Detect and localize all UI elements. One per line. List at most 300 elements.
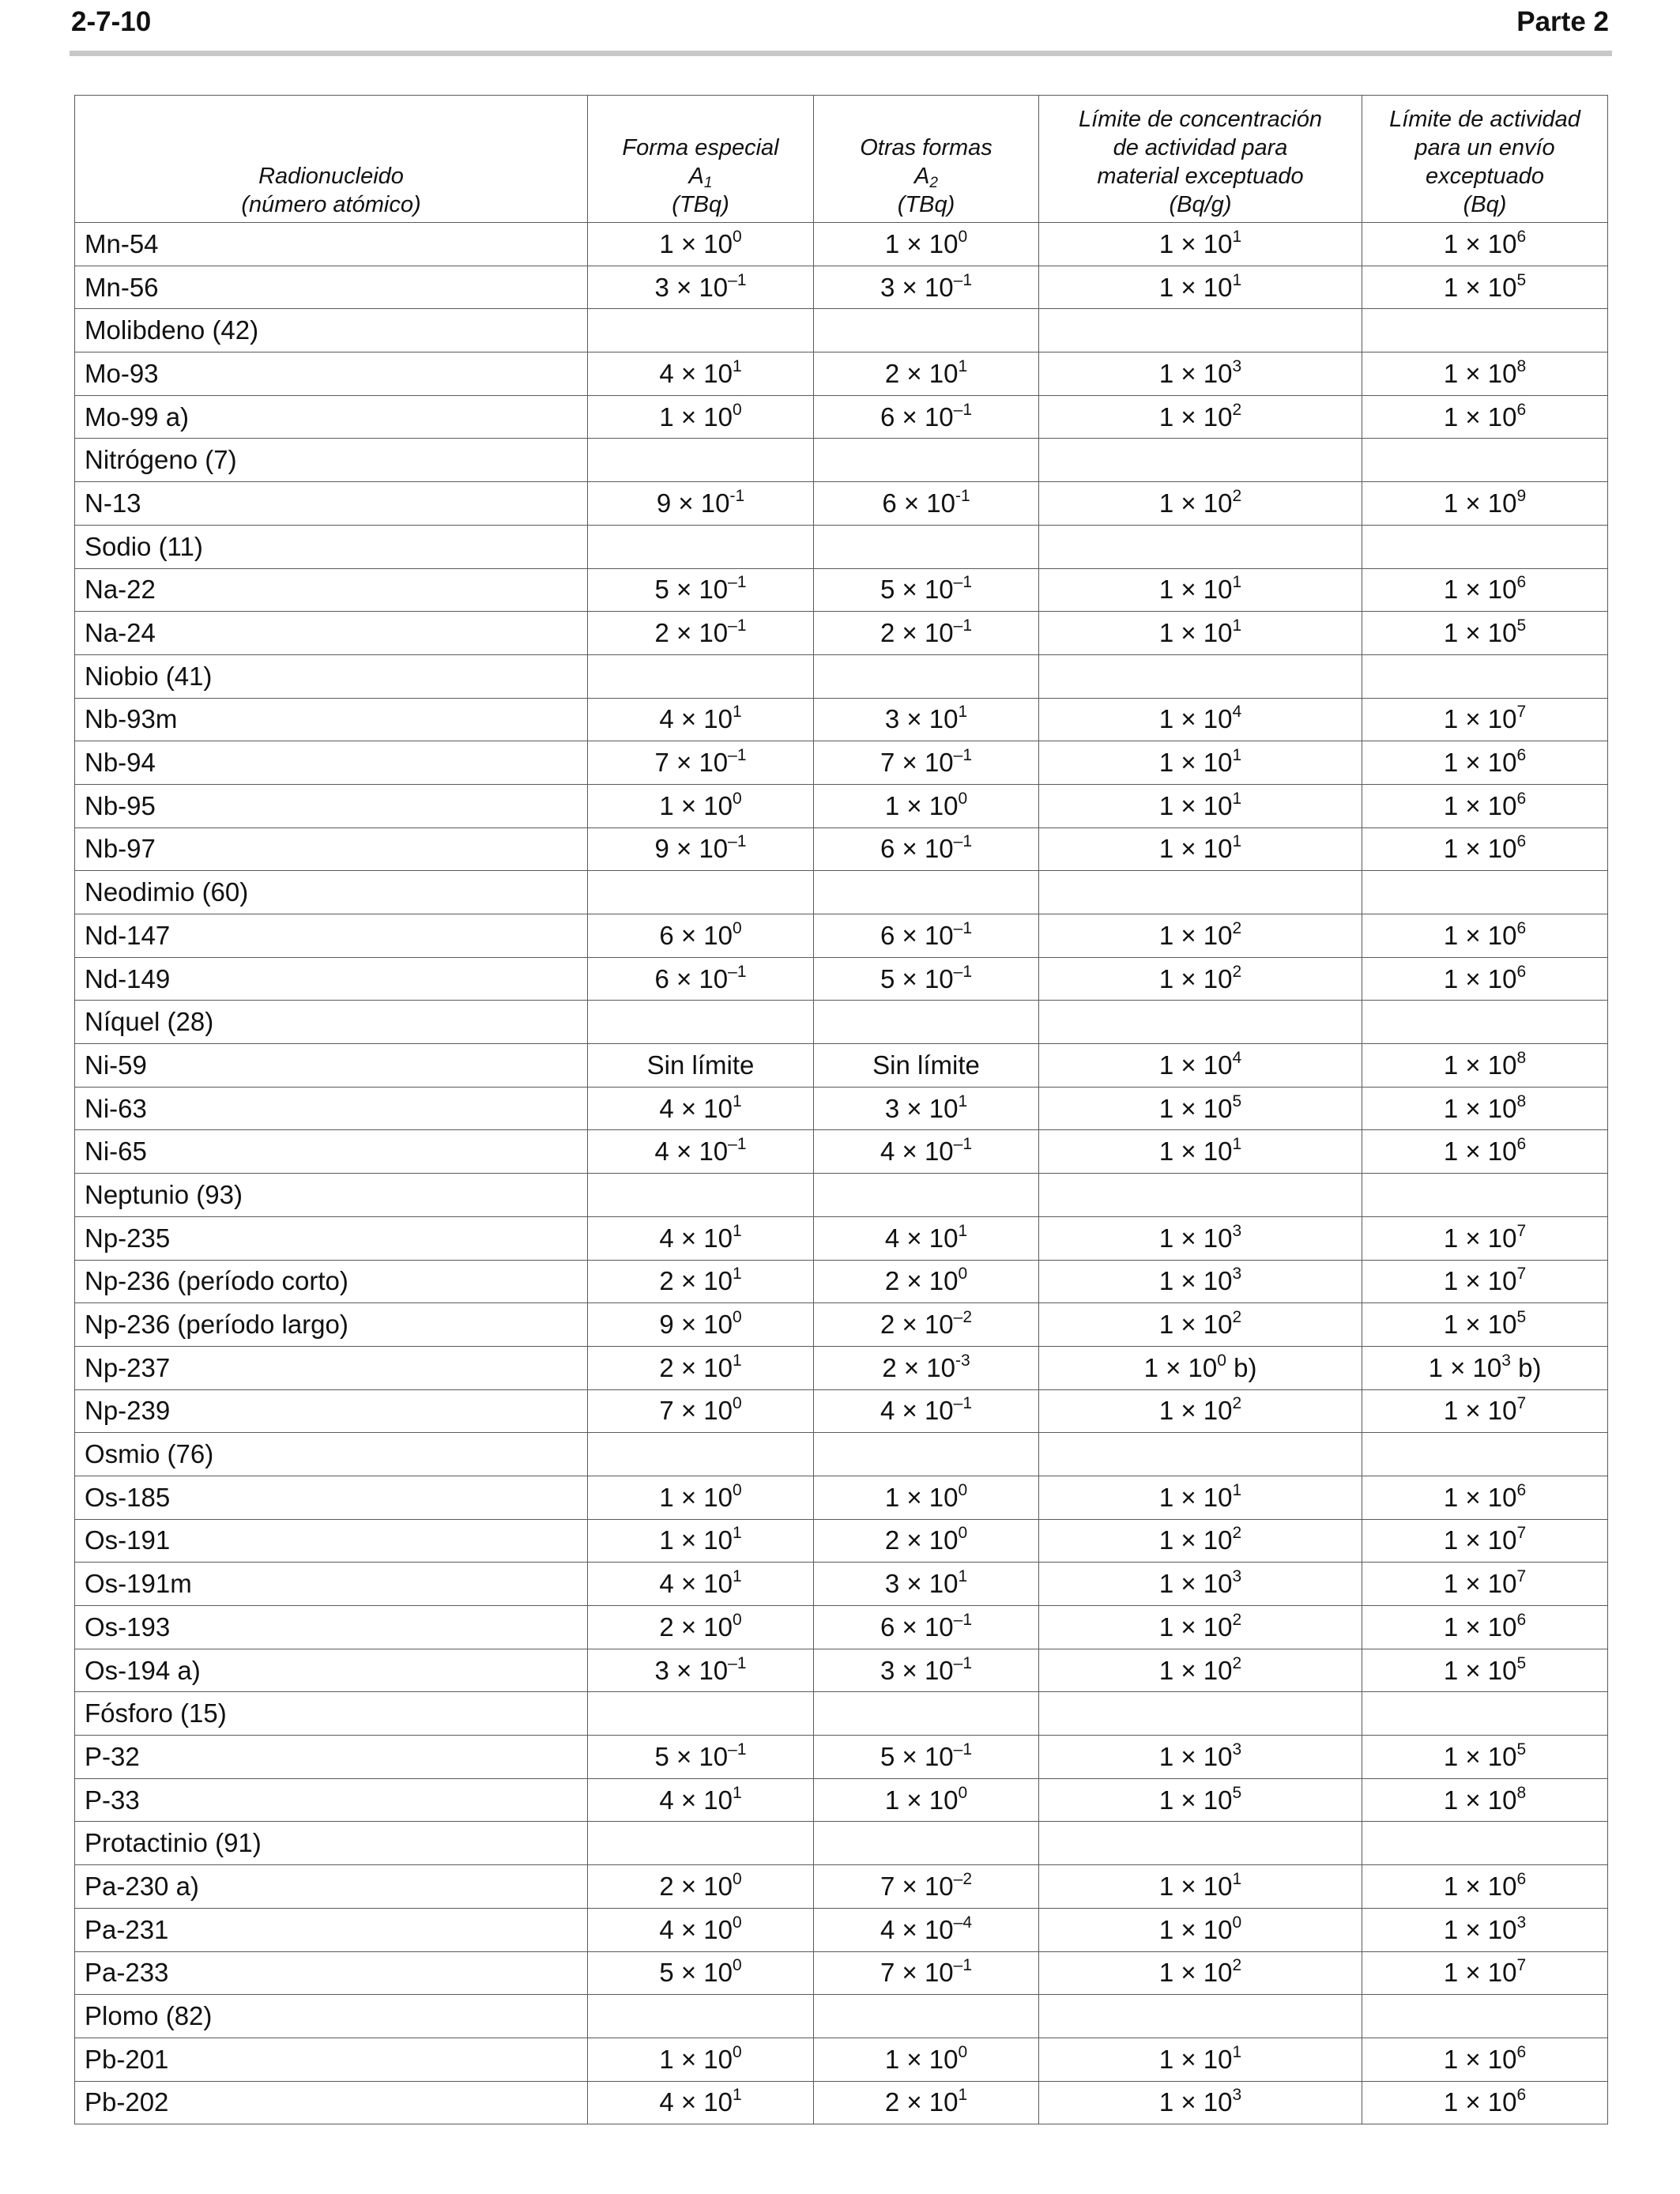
radionuclide-cell: Nb-94 [75, 741, 588, 785]
value-exponent: 8 [1516, 1091, 1527, 1110]
header-text: (número atómico) [241, 192, 421, 217]
value-base: 1 × 10 [1158, 1482, 1233, 1512]
value-exponent: 6 [1516, 918, 1527, 937]
value-exponent: –1 [728, 573, 747, 592]
value-cell [588, 1822, 814, 1865]
value-cell [588, 1995, 814, 2038]
value-base: 2 × 10 [882, 1352, 955, 1382]
value-cell [1362, 395, 1608, 439]
value-exponent: 1 [1232, 616, 1242, 635]
value-cell [814, 1649, 1039, 1692]
header-text: Radionucleido [258, 164, 404, 189]
header-text: exceptuado [1426, 164, 1544, 189]
value-base: 1 × 10 [1158, 1266, 1233, 1296]
value-base: 6 × 10 [882, 488, 955, 518]
value-exponent: 1 [732, 1265, 742, 1284]
value-base: 1 × 10 [1158, 1223, 1233, 1253]
value-cell [1362, 352, 1608, 396]
value-exponent: 6 [1516, 2086, 1527, 2105]
column-header-line [588, 134, 813, 162]
value-base: 2 × 10 [884, 358, 959, 388]
value-cell [588, 2038, 814, 2081]
value-base: 2 × 10 [884, 1525, 959, 1555]
table-row [75, 1130, 1608, 1174]
value-cell [1362, 1389, 1608, 1433]
value-base: 6 × 10 [880, 920, 954, 950]
value-exponent: 6 [1516, 789, 1527, 808]
radionuclide-cell: Niobio (41) [75, 654, 588, 698]
value-base: 1 × 10 [1158, 1655, 1233, 1685]
value-base: 1 × 10 [1158, 618, 1233, 648]
value-cell [814, 1692, 1039, 1736]
header-text: de actividad para [1113, 135, 1288, 160]
value-base: 6 × 10 [654, 963, 729, 993]
value-base: 1 × 10 [1158, 1871, 1233, 1901]
value-base: 2 × 10 [659, 1352, 733, 1382]
value-exponent: 6 [1516, 1480, 1527, 1499]
table-row [75, 654, 1608, 698]
value-cell [588, 1908, 814, 1951]
value-exponent: 0 [958, 1524, 968, 1543]
value-exponent: –2 [953, 1869, 973, 1888]
value-base: 1 × 10 [1158, 1569, 1233, 1599]
value-exponent: 2 [1232, 400, 1242, 419]
value-base: 3 × 10 [884, 1569, 959, 1599]
radionuclide-cell: Os-191 [75, 1519, 588, 1563]
value-cell [588, 223, 814, 266]
value-base: 1 × 10 [1443, 834, 1517, 864]
value-cell [1039, 352, 1362, 396]
value-exponent: 1 [732, 1221, 742, 1240]
value-base: 1 × 10 [1158, 1050, 1233, 1080]
value-base: 1 × 10 [1428, 1352, 1502, 1382]
header-text: (Bq/g) [1169, 192, 1232, 217]
table-row [75, 957, 1608, 1001]
value-exponent: 6 [1516, 2042, 1527, 2061]
value-base: 1 × 10 [884, 1482, 959, 1512]
value-cell [1039, 1303, 1362, 1347]
table-row [75, 352, 1608, 396]
value-cell [1039, 1476, 1362, 1519]
value-exponent: 1 [732, 1091, 742, 1110]
value-cell [1362, 957, 1608, 1001]
value-cell [1362, 1433, 1608, 1476]
value-cell [1362, 1044, 1608, 1088]
value-cell [588, 568, 814, 612]
value-cell [1362, 1476, 1608, 1519]
value-cell [1039, 654, 1362, 698]
value-cell [1039, 1216, 1362, 1260]
value-cell [1362, 1649, 1608, 1692]
radionuclide-cell: Np-237 [75, 1346, 588, 1389]
value-base: 4 × 10 [659, 358, 733, 388]
value-exponent: –1 [728, 1653, 747, 1672]
value-cell [1362, 2081, 1608, 2124]
value-exponent: 1 [1232, 1135, 1242, 1154]
value-exponent: 2 [1232, 1394, 1242, 1413]
radionuclide-cell: Sodio (11) [75, 525, 588, 568]
value-exponent: 1 [958, 356, 968, 375]
value-cell [1362, 1087, 1608, 1130]
value-exponent: 0 [958, 1480, 968, 1499]
value-cell [1039, 2081, 1362, 2124]
value-cell [814, 1303, 1039, 1347]
value-cell [814, 395, 1039, 439]
value-base: 6 × 10 [880, 834, 954, 864]
value-cell [814, 741, 1039, 785]
value-cell [1362, 871, 1608, 914]
value-base: 1 × 10 [1158, 1310, 1233, 1340]
value-cell [588, 1303, 814, 1347]
table-row [75, 2038, 1608, 2081]
value-exponent: –1 [953, 962, 973, 981]
value-cell [1039, 1951, 1362, 1995]
value-exponent: –1 [953, 616, 973, 635]
value-cell [814, 1736, 1039, 1779]
column-header-line [588, 162, 813, 190]
value-base: 4 × 10 [659, 704, 733, 734]
value-exponent: –1 [953, 1653, 973, 1672]
value-base: 3 × 10 [884, 1093, 959, 1123]
value-exponent: 0 [732, 2042, 742, 2061]
table-row [75, 871, 1608, 914]
value-cell [1039, 1649, 1362, 1692]
value-exponent: 2 [1232, 918, 1242, 937]
table-row [75, 568, 1608, 612]
column-header-line [1039, 190, 1362, 219]
value-base: 1 × 10 [1443, 1482, 1517, 1512]
value-cell [1039, 1433, 1362, 1476]
table-row [75, 1951, 1608, 1995]
radionuclide-cell: Pa-233 [75, 1951, 588, 1995]
value-base: 1 × 10 [1443, 1525, 1517, 1555]
value-cell [814, 1087, 1039, 1130]
value-exponent: 0 [732, 918, 742, 937]
radionuclide-cell: N-13 [75, 482, 588, 526]
value-cell [588, 1389, 814, 1433]
value-cell [814, 827, 1039, 871]
value-base: 1 × 10 [1443, 1223, 1517, 1253]
value-cell [1039, 482, 1362, 526]
value-base: 2 × 10 [884, 1266, 959, 1296]
table-row [75, 309, 1608, 352]
value-cell [1362, 784, 1608, 827]
value-base: 1 × 10 [1158, 1914, 1233, 1944]
value-cell [1039, 957, 1362, 1001]
value-cell [1362, 1606, 1608, 1649]
value-base: 1 × 10 [884, 1785, 959, 1815]
value-exponent: 0 [732, 1480, 742, 1499]
value-exponent: 7 [1516, 1394, 1527, 1413]
column-header-4 [1362, 96, 1608, 223]
table-row [75, 1563, 1608, 1606]
value-base: 1 × 10 [1443, 963, 1517, 993]
value-cell [814, 525, 1039, 568]
value-cell [1039, 1606, 1362, 1649]
value-cell [1362, 1995, 1608, 2038]
value-cell [814, 1908, 1039, 1951]
value-cell [1362, 827, 1608, 871]
value-cell [588, 612, 814, 655]
column-header-line [75, 162, 587, 190]
value-base: 9 × 10 [656, 488, 730, 518]
value-base: 1 × 10 [1443, 2087, 1517, 2117]
value-base: 2 × 10 [884, 2087, 959, 2117]
value-exponent: 5 [1516, 1740, 1527, 1759]
value-base: 1 × 10 [1443, 1958, 1517, 1988]
value-exponent: 1 [732, 1783, 742, 1802]
value-base: 1 × 10 [1443, 1785, 1517, 1815]
value-exponent: –1 [953, 400, 973, 419]
table-row [75, 395, 1608, 439]
value-base: 7 × 10 [659, 1396, 733, 1426]
value-exponent: 7 [1516, 1956, 1527, 1975]
value-cell [814, 871, 1039, 914]
value-base: 1 × 10 [1443, 618, 1517, 648]
value-cell [588, 654, 814, 698]
table-header-row [75, 96, 1608, 223]
value-cell [1039, 1087, 1362, 1130]
column-header-0 [75, 96, 588, 223]
value-base: 1 × 10 [659, 1525, 733, 1555]
value-cell [1039, 1174, 1362, 1217]
value-cell [588, 1216, 814, 1260]
table-row [75, 1995, 1608, 2038]
value-cell [1362, 1908, 1608, 1951]
radionuclide-cell: Molibdeno (42) [75, 309, 588, 352]
table-row [75, 1044, 1608, 1088]
value-cell [1039, 1908, 1362, 1951]
value-cell [1362, 1563, 1608, 1606]
table-row [75, 1001, 1608, 1044]
table-row [75, 1649, 1608, 1692]
value-base: 4 × 10 [880, 1914, 954, 1944]
value-cell [1039, 784, 1362, 827]
value-cell [1362, 309, 1608, 352]
value-exponent: 0 [732, 400, 742, 419]
value-base: 1 × 10 [1443, 1914, 1517, 1944]
value-cell [1362, 612, 1608, 655]
value-base: 1 × 10 [1158, 834, 1233, 864]
value-base: 5 × 10 [654, 1741, 729, 1771]
header-text: Límite de concentración [1079, 107, 1322, 132]
value-base: 6 × 10 [880, 1612, 954, 1642]
value-exponent: 5 [1232, 1091, 1242, 1110]
value-exponent: 2 [1232, 1653, 1242, 1672]
value-cell [588, 352, 814, 396]
value-cell [1362, 568, 1608, 612]
value-exponent: –1 [953, 1740, 973, 1759]
value-cell [1362, 914, 1608, 958]
value-cell [814, 1216, 1039, 1260]
value-cell [1362, 1303, 1608, 1347]
value-cell [588, 1649, 814, 1692]
value-exponent: 0 [958, 789, 968, 808]
value-exponent: –1 [953, 1394, 973, 1413]
value-base: 1 × 10 [1443, 1612, 1517, 1642]
table-row [75, 1216, 1608, 1260]
radionuclide-cell: Np-236 (período largo) [75, 1303, 588, 1347]
value-base: 1 × 10 [1158, 1741, 1233, 1771]
value-base: 5 × 10 [654, 575, 729, 605]
header-subscript: 1 [703, 175, 713, 191]
table-row [75, 2081, 1608, 2124]
value-exponent: –1 [953, 1956, 973, 1975]
table-row [75, 1174, 1608, 1217]
value-cell [588, 1951, 814, 1995]
value-exponent: 6 [1516, 1869, 1527, 1888]
header-text: Forma especial [622, 135, 779, 160]
value-exponent: -3 [955, 1351, 970, 1370]
value-base: 1 × 10 [1443, 272, 1517, 302]
radionuclide-cell: Ni-63 [75, 1087, 588, 1130]
value-base: 1 × 10 [1158, 2044, 1233, 2074]
value-base: 1 × 10 [1443, 488, 1517, 518]
column-header-1 [588, 96, 814, 223]
value-exponent: 0 [732, 1913, 742, 1932]
value-base: 1 × 10 [1443, 401, 1517, 432]
table-row [75, 1778, 1608, 1822]
value-exponent: -1 [729, 486, 745, 505]
value-base: 1 × 10 [884, 228, 959, 258]
value-base: 1 × 10 [1158, 704, 1233, 734]
value-cell [588, 309, 814, 352]
value-cell [1362, 1001, 1608, 1044]
value-exponent: –1 [953, 918, 973, 937]
value-base: 1 × 10 [1443, 358, 1517, 388]
value-cell [1362, 1865, 1608, 1909]
table-row [75, 1606, 1608, 1649]
value-cell [1039, 266, 1362, 309]
value-cell [1362, 1130, 1608, 1174]
value-cell [588, 1476, 814, 1519]
radionuclide-cell: Plomo (82) [75, 1995, 588, 2038]
value-exponent: 0 [732, 1610, 742, 1629]
value-exponent: 1 [1232, 832, 1242, 851]
header-text: A [914, 164, 930, 189]
value-base: 5 × 10 [880, 575, 954, 605]
value-exponent: 0 [958, 227, 968, 246]
value-exponent: 3 [1501, 1351, 1511, 1370]
value-base: 7 × 10 [880, 1871, 954, 1901]
value-cell [588, 1087, 814, 1130]
value-cell [814, 1130, 1039, 1174]
value-exponent: –1 [953, 1135, 973, 1154]
value-base: 7 × 10 [880, 1958, 954, 1988]
value-base: 4 × 10 [654, 1137, 729, 1167]
column-header-line [1362, 162, 1607, 190]
radionuclide-cell: Mn-54 [75, 223, 588, 266]
value-exponent: 0 [958, 1265, 968, 1284]
value-cell [814, 1476, 1039, 1519]
value-base: 1 × 10 [884, 790, 959, 820]
value-cell [588, 1865, 814, 1909]
column-header-3 [1039, 96, 1362, 223]
value-cell [1362, 1260, 1608, 1303]
value-base: 6 × 10 [880, 401, 954, 432]
value-cell [814, 1519, 1039, 1563]
value-base: 1 × 10 [1158, 2087, 1233, 2117]
table-row [75, 698, 1608, 741]
value-cell [588, 1519, 814, 1563]
value-exponent: 1 [732, 1351, 742, 1370]
value-exponent: 1 [732, 356, 742, 375]
value-exponent: 8 [1516, 1048, 1527, 1067]
value-base: 4 × 10 [659, 1223, 733, 1253]
table-body [75, 223, 1608, 2124]
value-exponent: 1 [1232, 227, 1242, 246]
value-cell [1039, 1389, 1362, 1433]
value-cell [1039, 1563, 1362, 1606]
value-cell [814, 914, 1039, 958]
radionuclide-cell: Os-191m [75, 1563, 588, 1606]
table-row [75, 1087, 1608, 1130]
value-base: 7 × 10 [880, 748, 954, 778]
value-base: 5 × 10 [880, 1741, 954, 1771]
value-base: 4 × 10 [659, 1914, 733, 1944]
value-exponent: 3 [1232, 1265, 1242, 1284]
radionuclide-cell: P-33 [75, 1778, 588, 1822]
value-exponent: 1 [732, 1524, 742, 1543]
value-exponent: 1 [1232, 1480, 1242, 1499]
value-exponent: 1 [958, 2086, 968, 2105]
value-exponent: –1 [953, 573, 973, 592]
table-row [75, 1389, 1608, 1433]
value-cell [1039, 827, 1362, 871]
value-base: 4 × 10 [659, 1093, 733, 1123]
radionuclide-cell: Ni-59 [75, 1044, 588, 1088]
value-exponent: 6 [1516, 1610, 1527, 1629]
header-text: (TBq) [672, 192, 729, 217]
value-base: 1 × 10 [1443, 1137, 1517, 1167]
value-cell [588, 266, 814, 309]
value-base: 1 × 10 [659, 2044, 733, 2074]
value-base: 1 × 10 [1443, 575, 1517, 605]
value-base: 3 × 10 [654, 1655, 729, 1685]
radionuclide-cell: Pb-202 [75, 2081, 588, 2124]
value-exponent: 6 [1516, 1135, 1527, 1154]
value-base: 1 × 10 [1158, 401, 1233, 432]
value-exponent: 6 [1516, 400, 1527, 419]
value-base: 1 × 10 [1158, 748, 1233, 778]
value-exponent: 3 [1232, 1740, 1242, 1759]
radionuclide-cell: Nb-97 [75, 827, 588, 871]
radionuclide-cell: Na-22 [75, 568, 588, 612]
value-exponent: 6 [1516, 962, 1527, 981]
value-cell [814, 1995, 1039, 2038]
value-cell [1362, 1519, 1608, 1563]
radionuclide-cell: Neodimio (60) [75, 871, 588, 914]
value-cell [814, 1389, 1039, 1433]
value-exponent: 2 [1232, 962, 1242, 981]
value-exponent: 6 [1516, 832, 1527, 851]
header-text: material exceptuado [1097, 164, 1304, 189]
column-header-2 [814, 96, 1039, 223]
value-base: 1 × 10 [1158, 963, 1233, 993]
radionuclide-cell: Np-239 [75, 1389, 588, 1433]
value-base: 3 × 10 [880, 272, 954, 302]
value-exponent: –4 [953, 1913, 973, 1932]
radionuclide-cell: Os-185 [75, 1476, 588, 1519]
value-cell [814, 2081, 1039, 2124]
value-exponent: –1 [953, 832, 973, 851]
value-exponent: –1 [728, 832, 747, 851]
value-cell [588, 1130, 814, 1174]
value-exponent: 8 [1516, 356, 1527, 375]
radionuclide-cell: Nb-95 [75, 784, 588, 827]
value-cell [1362, 1822, 1608, 1865]
value-cell [814, 1174, 1039, 1217]
